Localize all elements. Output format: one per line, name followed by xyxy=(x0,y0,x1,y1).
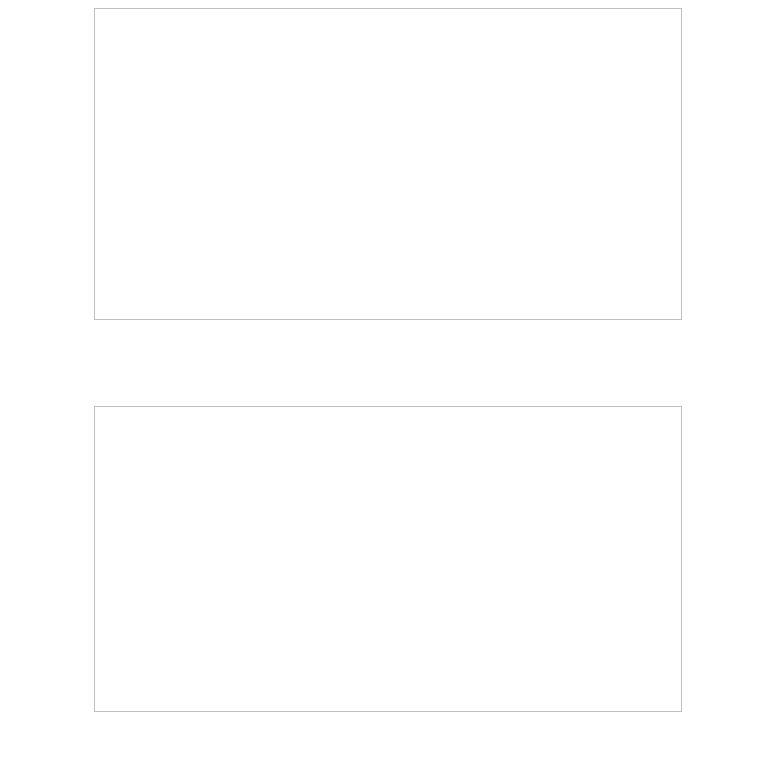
series-lines-top xyxy=(94,8,682,320)
plot-wrap-bottom xyxy=(94,406,682,712)
chart-power-vs-temperature xyxy=(0,378,767,767)
chart-power-vs-voltage xyxy=(0,0,767,378)
plot-wrap-top xyxy=(94,8,682,320)
series-lines-bottom xyxy=(94,406,682,712)
